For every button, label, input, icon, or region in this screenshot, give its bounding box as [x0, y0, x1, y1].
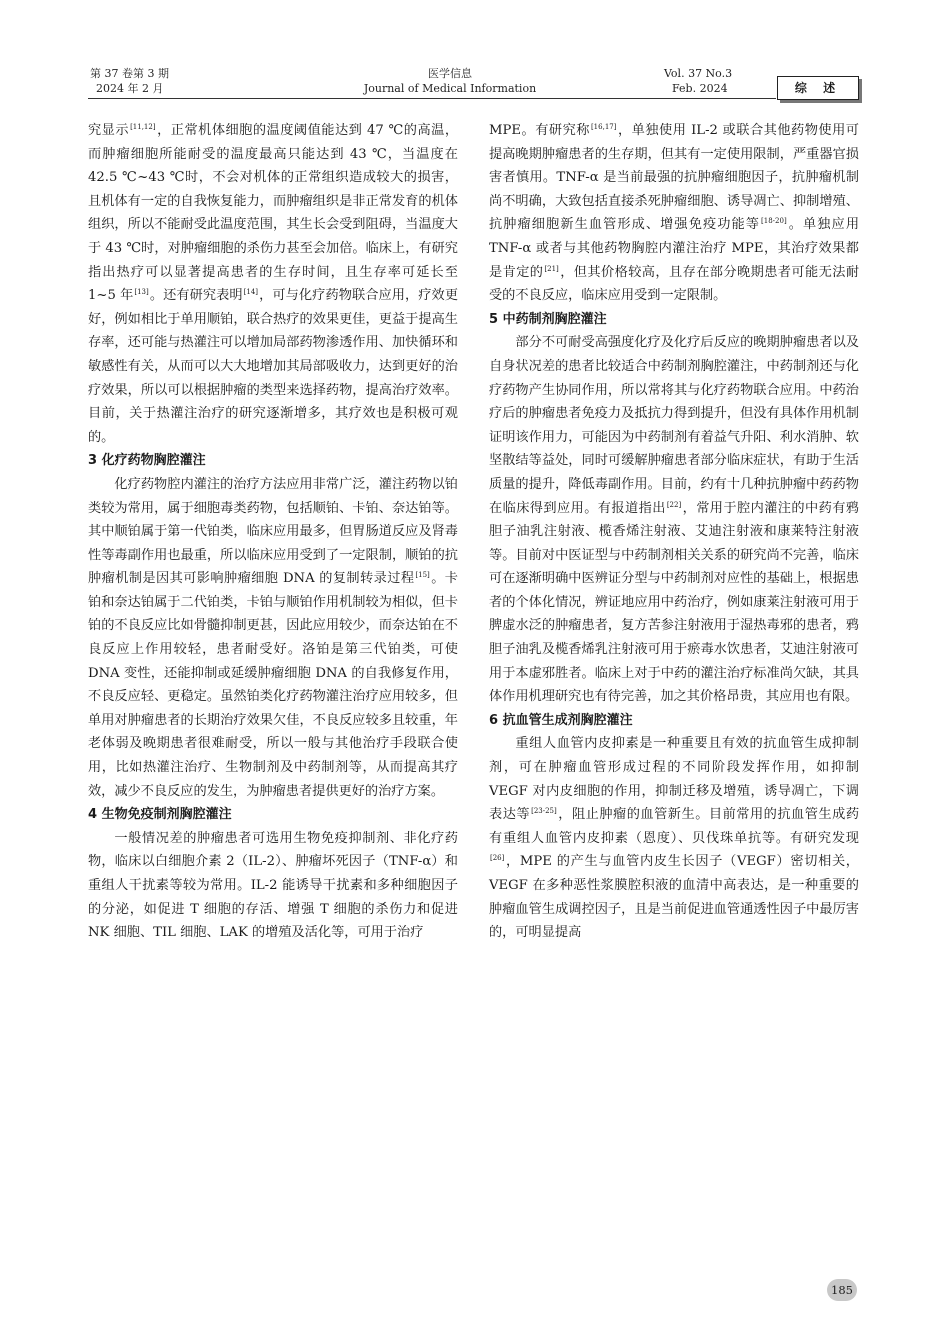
citation: [13]	[134, 288, 149, 297]
citation: [14]	[243, 288, 259, 297]
citation: [21]	[544, 264, 559, 273]
citation: [26]	[490, 854, 505, 863]
header-date-en: Feb. 2024	[672, 82, 728, 95]
section-heading-4: 4 生物免疫制剂胸腔灌注	[88, 807, 232, 823]
header-journal-block	[300, 66, 600, 96]
section-heading-6: 6 抗血管生成剂胸腔灌注	[489, 712, 633, 728]
paragraph-hyperthermia: 究显示[11,12]，正常机体细胞的温度阈值能达到 47 ℃的高温，而肿瘤细胞所能耐受的温度最高只能达到 43 ℃，当温度在 42.5 ℃~43 ℃时，不会对机体的正常组织造成较大的损害，且机体有一定的自我恢复能力，而肿瘤组织是非正常发育的机体组织，所以不能耐受此温度范围，其生长会受到阻碍，当温度大于 43 ℃时，对肿瘤细胞的杀伤力甚至会加倍。临床上，有研究指出热疗可以显著提高患者的生存时间，且生存率可延长至 1~5 年[13]。还有研究表明[14]，可与化疗药物联合应用，疗效更好，例如相比于单用顺铂，联合热疗的效果更佳，更益于提高生存率，还可能与热灌注可以增加局部药物渗透作用、加快循环和敏感性有关，从而可以大大地增加其局部吸收力，达到更好的治疗效果，所以可以根据肿瘤的类型来选择药物，提高治疗效率。目前，关于热灌注治疗的研究逐渐增多，其疗效也是积极可观的。	[88, 123, 459, 445]
header-volume-cn: 第 37 卷第 3 期	[90, 67, 169, 80]
header-volume-block	[90, 66, 169, 96]
paragraph-tcm: 部分不可耐受高强度化疗及化疗后反应的晚期肿瘤患者以及自身状况差的患者比较适合中药制剂胸腔灌注，中药制剂还与化疗药物产生协同作用，所以常将其与化疗药物联合应用。中药治疗后的肿瘤患者免疫力及抵抗力得到提升，但没有具体作用机制证明该作用力，可能因为中药制剂有着益气升阳、利水消肿、软坚散结等益处，同时可缓解肿瘤患者部分临床症状，有助于生活质量的提升，降低毒副作用。目前，约有十几种抗肿瘤中药药物在临床得到应用。有报道指出[22]，常用于腔内灌注的中药有鸦胆子油乳注射液、榄香烯注射液、艾迪注射液和康莱特注射液等。目前对中医证型与中药制剂相关关系的研究尚不完善，临床可在逐渐明确中医辨证分型与中药制剂对应性的基础上，根据患者的个体化情况，辨证地应用中药治疗，例如康莱注射液可用于脾虚水泛的肿瘤患者，复方苦参注射液用于湿热毒邪的患者，鸦胆子油乳及榄香烯乳注射液可用于瘀毒水饮患者，艾迪注射液可用于本虚邪胜者。临床上对于中药的灌注治疗标准尚欠缺，其具体作用机理研究也有待完善，加之其价格昂贵，其应用也有限。	[489, 335, 859, 705]
paragraph-bio-immune: 一般情况差的肿瘤患者可选用生物免疫抑制剂、非化疗药物，临床以白细胞介素 2（IL-2）、肿瘤坏死因子（TNF-α）和重组人干扰素等较为常用。IL-2 能诱导干扰素和多种细胞因子的分泌，如促进 T 细胞的存活、增强 T 细胞的杀伤力和促进 NK 细胞、TIL 细胞、LAK 的增殖及活化等，可用于治疗	[88, 830, 458, 941]
header-volume-en: Vol. 37 No.3	[664, 67, 733, 80]
paragraph-tnf: MPE。有研究称[16,17]，单独使用 IL-2 或联合其他药物使用可提高晚期肿瘤患者的生存期，但其有一定使用限制，严重器官损害者慎用。TNF-α 是当前最强的抗肿瘤细胞因子，抗肿瘤机制尚不明确，大致包括直接杀死肿瘤细胞、诱导凋亡、抑制增殖、抗肿瘤细胞新生血管形成、增强免疫功能等[18-20]。单独应用 TNF-α 或者与其他药物胸腔内灌注治疗 MPE，其治疗效果都是肯定的[21]，但其价格较高，且存在部分晚期患者可能无法耐受的不良反应，临床应用受到一定限制。	[489, 123, 860, 304]
citation: [23-25]	[531, 807, 557, 816]
citation: [22]	[666, 500, 682, 509]
paragraph-chemotherapy: 化疗药物腔内灌注的治疗方法应用非常广泛，灌注药物以铂类较为常用，属于细胞毒类药物，包括顺铂、卡铂、奈达铂等。其中顺铂属于第一代铂类，临床应用最多，但胃肠道反应及肾毒性等毒副作用也最重，所以临床应用受到了一定限制，顺铂的抗肿瘤机制是因其可影响肿瘤细胞 DNA 的复制转录过程[15]。卡铂和奈达铂属于二代铂类，卡铂与顺铂作用机制较为相似，但卡铂的不良反应比如骨髓抑制更甚，因此应用较少，而奈达铂在不良反应上作用较轻，患者耐受好。洛铂是第三代铂类，可使 DNA 变性，还能抑制或延缓肿瘤细胞 DNA 的自我修复作用，不良反应轻、更稳定。虽然铂类化疗药物灌注治疗应用较多，但单用对肿瘤患者的长期治疗效果欠佳，不良反应较多且较重，年老体弱及晚期患者很难耐受，所以一般与其他治疗手段联合使用，比如热灌注治疗、生物制剂及中药制剂等，从而提高其疗效，减少不良反应的发生，为肿瘤患者提供更好的治疗方案。	[88, 476, 458, 799]
page-number: 185	[827, 1279, 857, 1301]
section-heading-3: 3 化疗药物胸腔灌注	[88, 453, 206, 469]
right-column	[489, 119, 859, 945]
section-badge: 综 述	[777, 76, 859, 100]
paragraph-antiangiogenic: 重组人血管内皮抑素是一种重要且有效的抗血管生成抑制剂，可在肿瘤血管形成过程的不同阶段发挥作用，如抑制 VEGF 对内皮细胞的作用，抑制迁移及增殖，诱导凋亡，下调表达等[23-25]，阻止肿瘤的血管新生。目前常用的抗血管生成药有重组人血管内皮抑素（恩度）、贝伐珠单抗等。有研究发现[26]，MPE 的产生与血管内皮生长因子（VEGF）密切相关，VEGF 在多种恶性浆膜腔积液的血清中高表达，是一种重要的肿瘤血管生成调控因子，且是当前促进血管通透性因子中最厉害的，可明显提高	[489, 736, 860, 941]
left-column	[88, 119, 458, 945]
header-volume-en-block	[664, 66, 732, 96]
header-divider	[88, 98, 776, 99]
citation: [18-20]	[761, 217, 787, 226]
section-heading-5: 5 中药制剂胸腔灌注	[489, 311, 607, 327]
citation: [16,17]	[590, 123, 617, 131]
header-date-cn: 2024 年 2 月	[96, 82, 164, 95]
citation: [15]	[415, 571, 430, 580]
header-journal-en: Journal of Medical Information	[363, 82, 537, 95]
header-journal-cn: 医学信息	[428, 67, 472, 80]
citation: [11,12]	[130, 123, 156, 131]
